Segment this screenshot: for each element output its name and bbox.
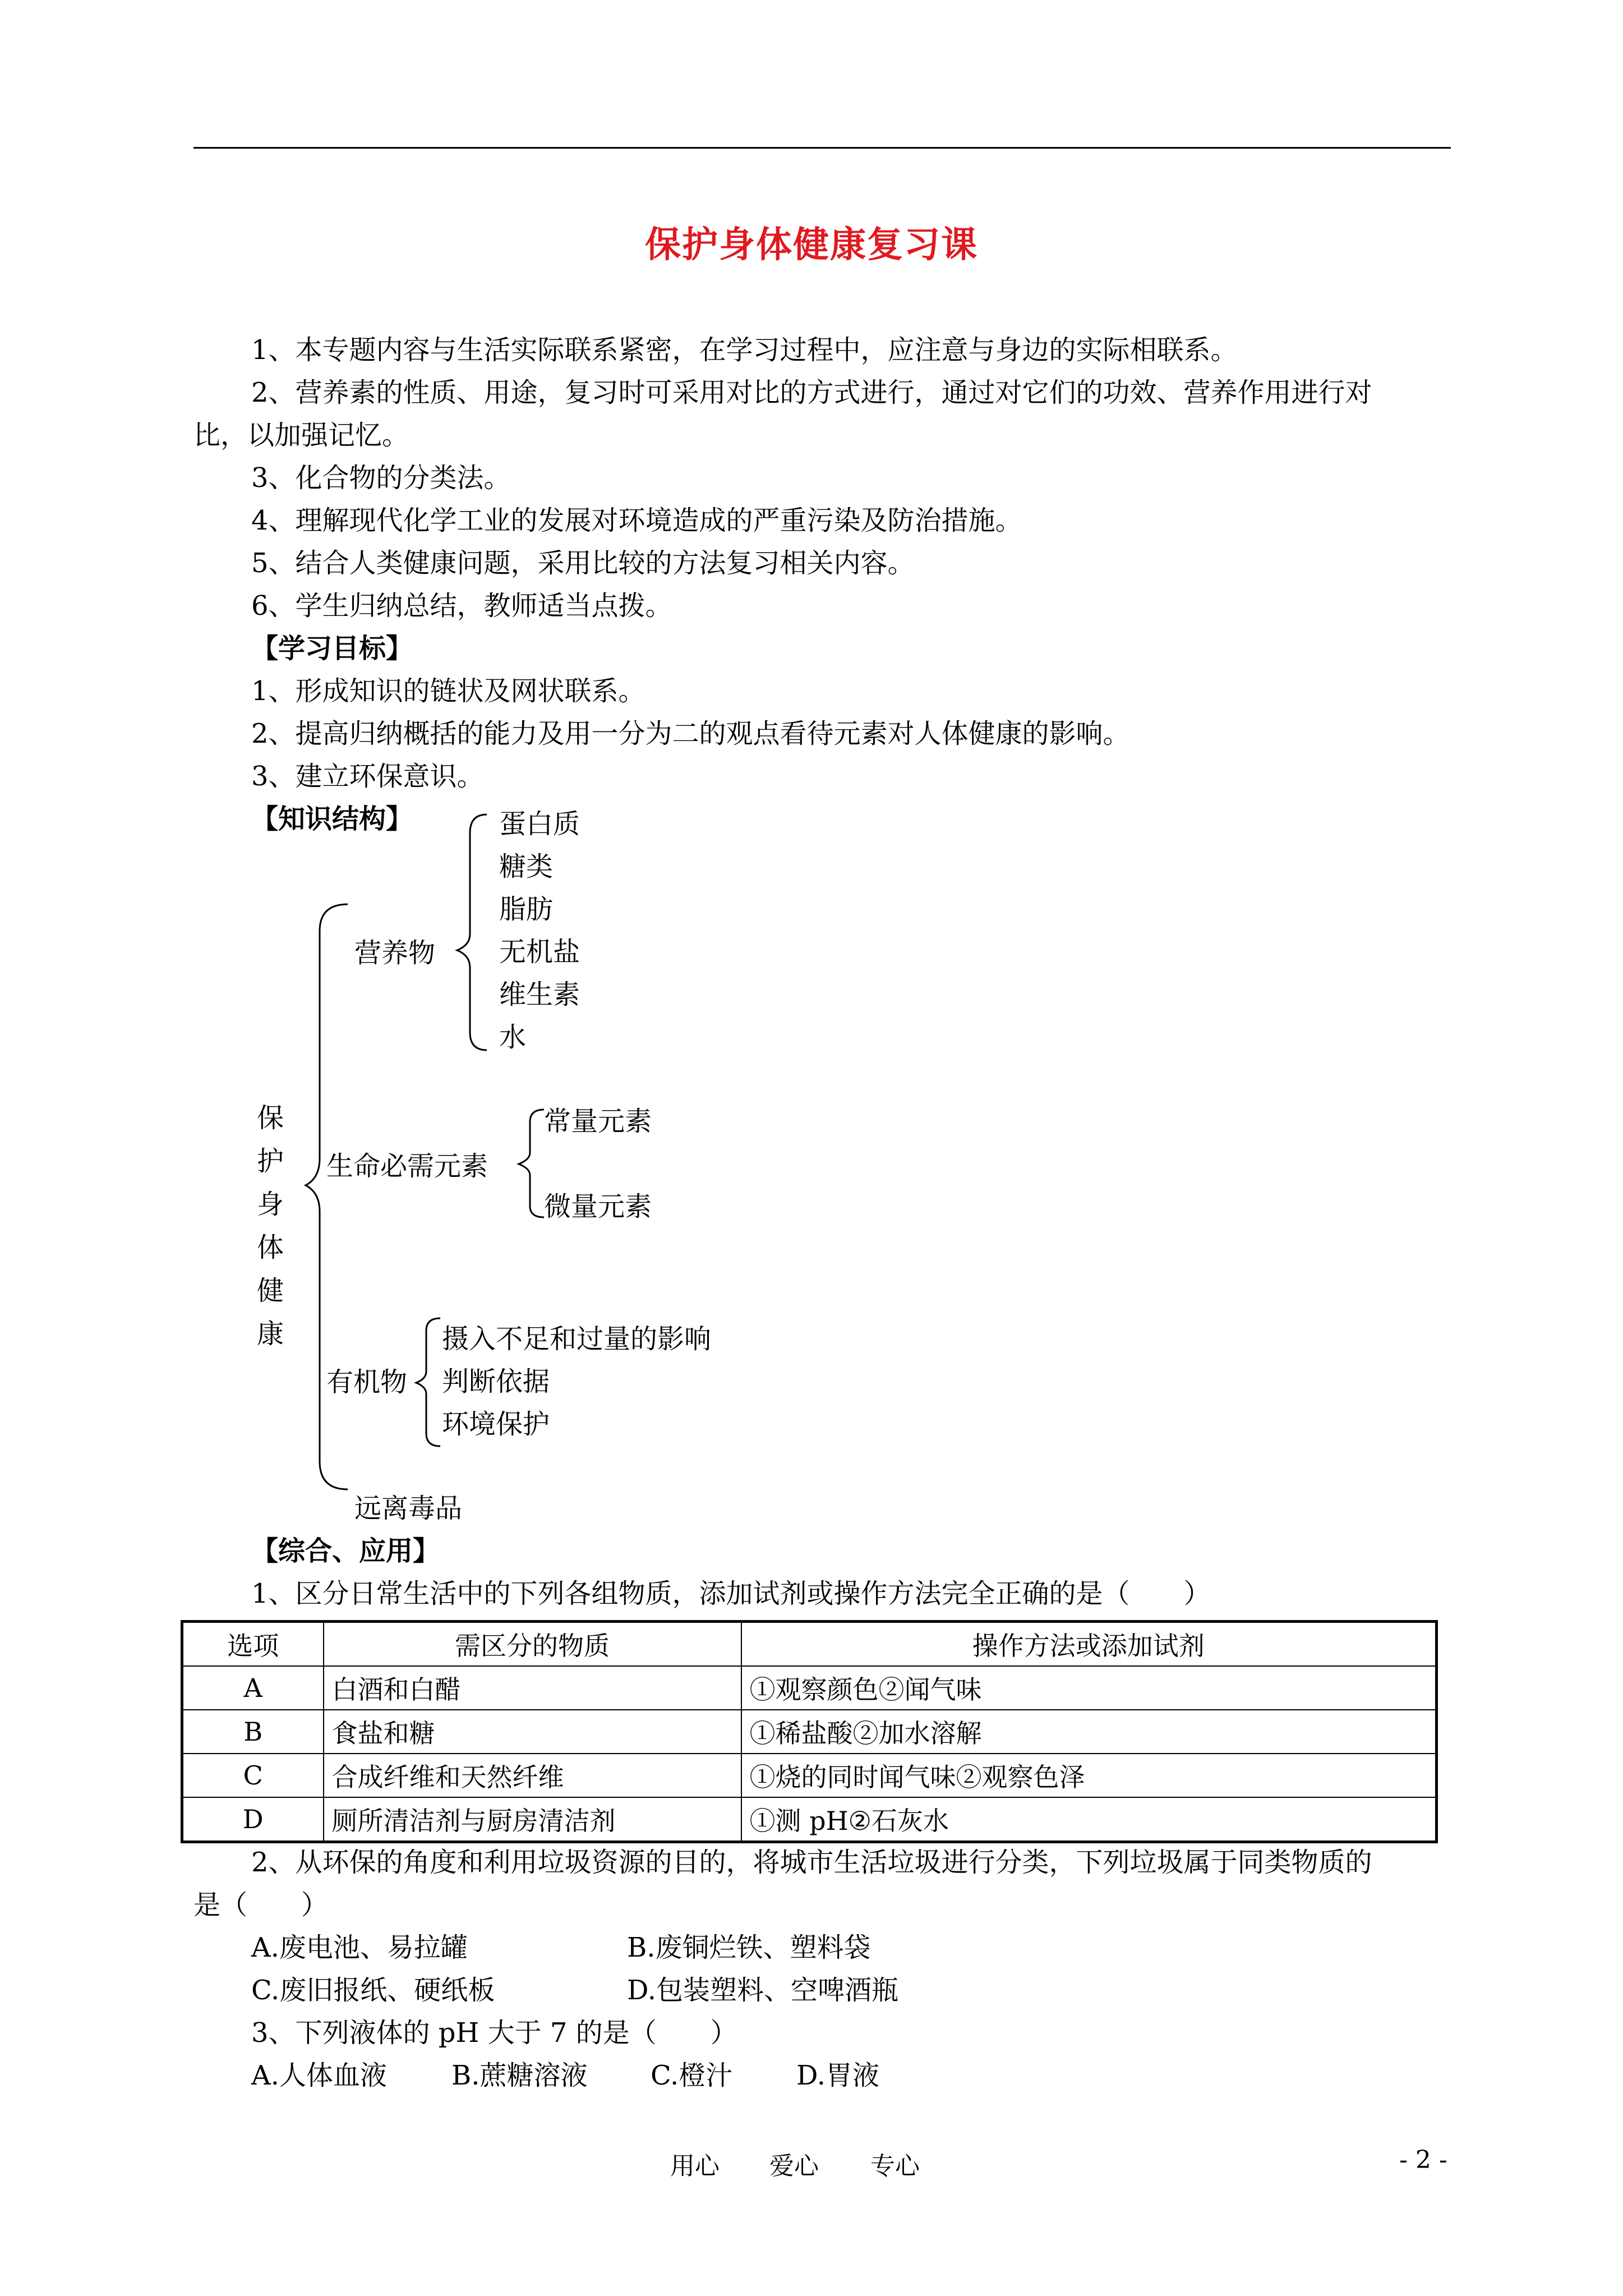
table-cell: 合成纤维和天然纤维 (324, 1754, 741, 1797)
table-cell: D (182, 1797, 324, 1842)
table-cell: 食盐和糖 (324, 1710, 741, 1754)
table-cell: 厕所清洁剂与厨房清洁剂 (324, 1797, 741, 1842)
organics-label: 有机物 (326, 1366, 408, 1398)
intro-item-2-cont: 比，以加强记忆。 (193, 420, 409, 451)
q3-option-a: A.人体血液 (251, 2060, 387, 2091)
q2-option-a: A.废电池、易拉罐 (251, 1932, 468, 1963)
q2-option-b: B.废铜烂铁、塑料袋 (627, 1932, 871, 1963)
table-row (182, 1754, 1437, 1797)
footer-slogan: 用心 (670, 2152, 720, 2180)
page-title: 保护身体健康复习课 (645, 224, 978, 266)
q3-option-c: C.橙汁 (651, 2060, 733, 2091)
root-char: 身 (256, 1189, 284, 1220)
q3-stem: 3、下列液体的 pH 大于 7 的是（ ） (251, 2017, 737, 2049)
intro-item-5: 5、结合人类健康问题，采用比较的方法复习相关内容。 (251, 547, 915, 579)
table-row (182, 1797, 1437, 1842)
q2-option-d: D.包装塑料、空啤酒瓶 (627, 1975, 899, 2006)
q1-table (181, 1620, 1438, 1843)
goal-item-3: 3、建立环保意识。 (251, 761, 484, 792)
root-char: 健 (256, 1275, 284, 1306)
nutrient-item: 糖类 (499, 851, 554, 882)
element-item: 常量元素 (544, 1106, 652, 1137)
q1-stem: 1、区分日常生活中的下列各组物质，添加试剂或操作方法完全正确的是（ ） (251, 1578, 1211, 1609)
table-header: 操作方法或添加试剂 (741, 1622, 1437, 1667)
root-char: 康 (256, 1318, 284, 1350)
footer-slogan: 爱心 (769, 2152, 819, 2180)
organics-brace (416, 1318, 440, 1446)
drugs-label: 远离毒品 (354, 1493, 463, 1524)
table-header-row (182, 1622, 1437, 1667)
elements-brace (519, 1110, 544, 1217)
q2-stem-cont: 是（ ） (193, 1889, 329, 1921)
goal-item-2: 2、提高归纳概括的能力及用一分为二的观点看待元素对人体健康的影响。 (251, 718, 1130, 749)
table-header: 选项 (182, 1622, 324, 1667)
table-cell: 白酒和白醋 (324, 1666, 741, 1710)
elements-label: 生命必需元素 (326, 1151, 488, 1182)
main-brace (306, 904, 348, 1489)
organic-item: 摄入不足和过量的影响 (442, 1323, 712, 1355)
footer-slogan: 专心 (870, 2152, 920, 2180)
nutrient-item: 水 (499, 1022, 527, 1053)
table-cell: A (182, 1666, 324, 1710)
organic-item: 环境保护 (442, 1409, 550, 1440)
nutrient-item: 脂肪 (499, 894, 554, 925)
root-char: 保 (256, 1102, 284, 1134)
q2-stem: 2、从环保的角度和利用垃圾资源的目的，将城市生活垃圾进行分类，下列垃圾属于同类物质的 (251, 1847, 1372, 1878)
intro-item-4: 4、理解现代化学工业的发展对环境造成的严重污染及防治措施。 (251, 505, 1022, 536)
nutrient-item: 蛋白质 (499, 808, 580, 840)
table-row (182, 1710, 1437, 1754)
nutrient-item: 无机盐 (499, 936, 580, 968)
organic-item: 判断依据 (442, 1366, 550, 1397)
nutrients-label: 营养物 (354, 937, 436, 969)
root-char: 护 (256, 1145, 284, 1177)
q2-option-c: C.废旧报纸、硬纸板 (251, 1975, 495, 2006)
structure-heading: 【知识结构】 (251, 803, 413, 835)
q3-option-b: B.蔗糖溶液 (451, 2060, 588, 2091)
table-cell: ①测 pH②石灰水 (741, 1797, 1437, 1842)
q3-option-d: D.胃液 (796, 2060, 880, 2091)
nutrients-brace (457, 815, 487, 1050)
intro-item-1: 1、本专题内容与生活实际联系紧密，在学习过程中，应注意与身边的实际相联系。 (251, 334, 1238, 366)
root-char: 体 (256, 1232, 284, 1263)
table-cell: ①观察颜色②闻气味 (741, 1666, 1437, 1710)
goal-item-1: 1、形成知识的链状及网状联系。 (251, 675, 645, 707)
element-item: 微量元素 (544, 1191, 652, 1222)
page-number: - 2 - (1399, 2146, 1447, 2174)
application-heading: 【综合、应用】 (251, 1535, 440, 1567)
table-row (182, 1666, 1437, 1710)
intro-item-6: 6、学生归纳总结，教师适当点拨。 (251, 590, 672, 622)
table-cell: ①稀盐酸②加水溶解 (741, 1710, 1437, 1754)
intro-item-3: 3、化合物的分类法。 (251, 462, 511, 494)
table-cell: C (182, 1754, 324, 1797)
table-header: 需区分的物质 (324, 1622, 741, 1667)
table-cell: ①烧的同时闻气味②观察色泽 (741, 1754, 1437, 1797)
intro-item-2: 2、营养素的性质、用途，复习时可采用对比的方式进行，通过对它们的功效、营养作用进行对 (251, 377, 1372, 408)
nutrient-item: 维生素 (499, 979, 580, 1010)
goals-heading: 【学习目标】 (251, 633, 413, 664)
table-cell: B (182, 1710, 324, 1754)
